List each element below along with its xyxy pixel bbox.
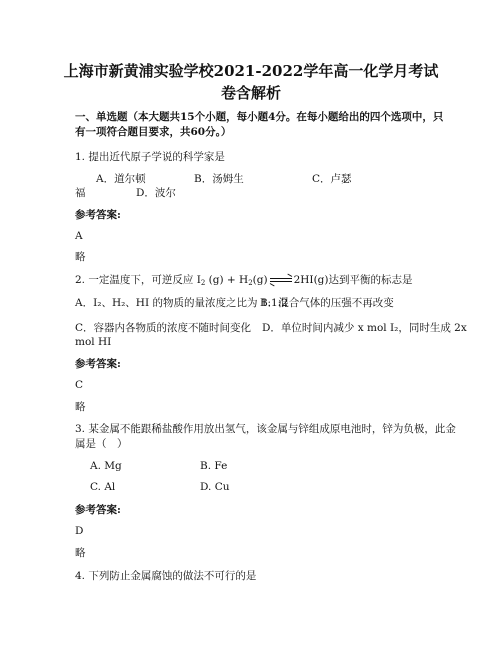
document-title-line-2: 卷含解析 [220,84,281,102]
question-2-answer-label: 参考答案: [75,358,121,370]
question-3-stem-line-2: 属是（ ） [75,438,128,450]
question-2-subscript-h2: 2 [248,279,253,287]
question-2-option-b: B．混合气体的压强不再改变 [260,297,394,309]
question-1-option-c: C．卢瑟 [312,173,352,185]
document-title-line-1: 上海市新黄浦实验学校2021-2022学年高一化学月考试 [63,62,439,80]
question-1-stem: 1. 提出近代原子学说的科学家是 [75,151,225,163]
question-2-stem-suffix: 2HI(g)达到平衡的标志是 [293,274,413,286]
question-2-option-c: C．容器内各物质的浓度不随时间变化 [75,322,252,334]
question-3-option-c: C. Al [90,481,116,493]
question-1-option-a: A．道尔顿 [96,173,146,185]
question-3-answer-label: 参考答案: [75,504,121,516]
question-4-stem: 4. 下列防止金属腐蚀的做法不可行的是 [75,570,257,582]
question-1-answer-label: 参考答案: [75,209,121,221]
question-1-answer: A [75,230,83,242]
question-2-option-d: D．单位时间内减少 x mol I₂，同时生成 2x [262,322,467,334]
question-3-stem-line-1: 3. 某金属不能跟稀盐酸作用放出氢气，该金属与锌组成原电池时，锌为负极，此金 [75,423,456,435]
question-1-explanation: 略 [75,251,86,263]
question-2-option-d-continued: mol HI [75,336,112,348]
question-2-stem-mid-2: (g) [252,274,268,286]
question-2-option-a: A．I₂、H₂、HI 的物质的量浓度之比为 1:1:2 [75,297,288,309]
question-2-stem-mid-1: (g) + H [205,274,249,286]
question-3-option-b: B. Fe [200,460,228,472]
question-2-stem [75,273,413,290]
section-heading-line-2: 有一项符合题目要求，共60分。） [75,126,232,138]
question-1-option-b: B．汤姆生 [194,173,244,185]
question-2-answer: C [75,379,84,391]
question-3-option-a: A. Mg [90,460,122,472]
question-2-subscript-i2: 2 [200,279,206,287]
question-1-option-c-continued: 福 [75,187,86,199]
section-heading-line-1: 一、单选题（本大题共15个小题，每小题4分。在每小题给出的四个选项中，只 [75,111,444,123]
question-1-option-d: D．波尔 [136,187,176,199]
question-2-explanation: 略 [75,401,86,413]
equilibrium-arrow-icon [270,276,292,284]
question-2-stem-prefix: 2. 一定温度下，可逆反应 I [75,274,201,286]
question-3-answer: D [75,525,84,537]
question-3-explanation: 略 [75,547,86,559]
question-3-option-d: D. Cu [200,481,230,493]
